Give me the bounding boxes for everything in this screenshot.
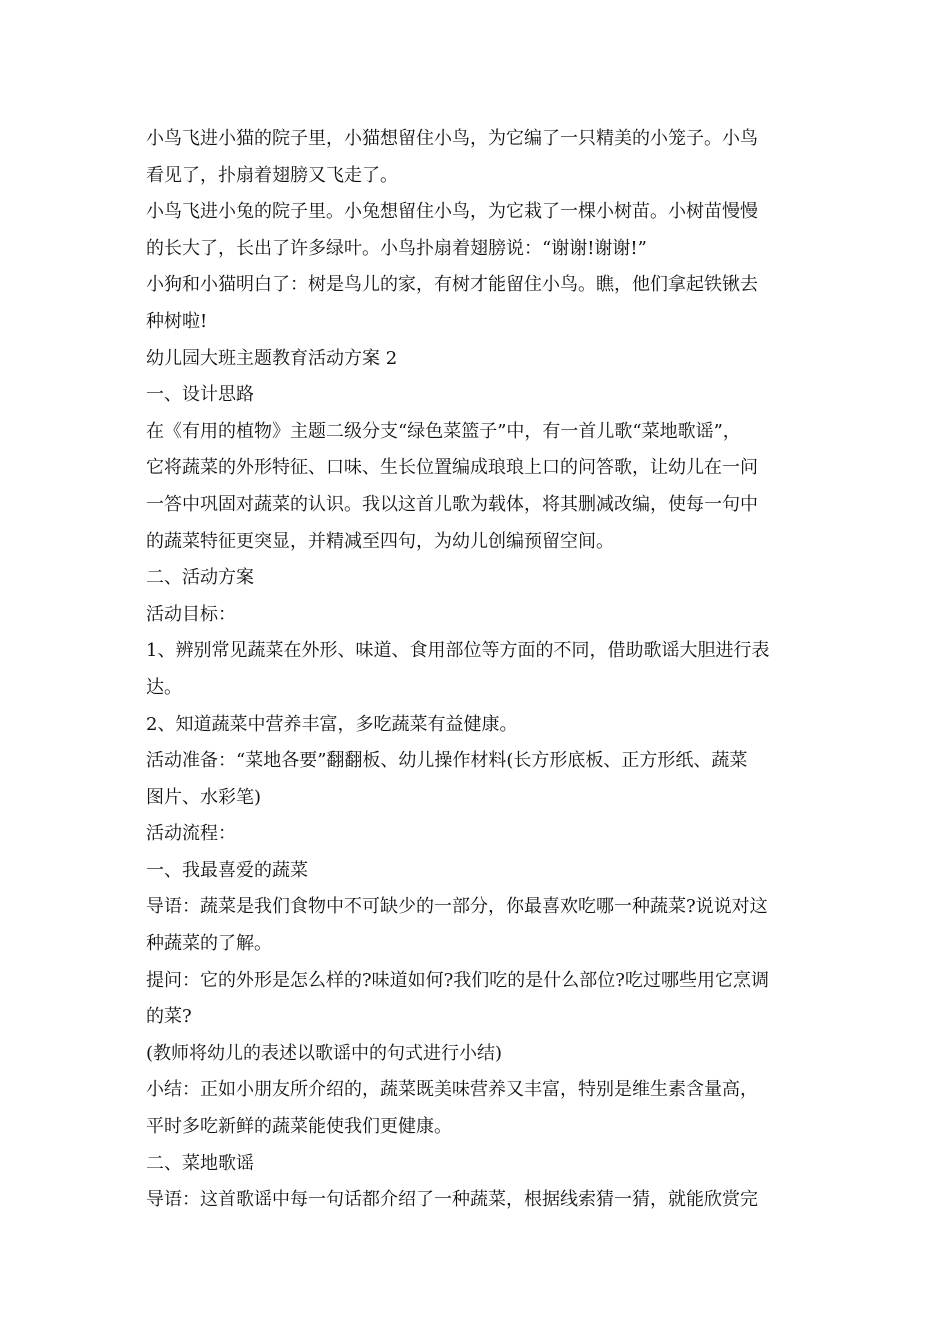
text-line: 达。 — [146, 676, 182, 698]
text-line: 一答中巩固对蔬菜的认识。我以这首儿歌为载体，将其删减改编，使每一句中 — [146, 493, 758, 515]
text-line: 看见了，扑扇着翅膀又飞走了。 — [146, 164, 398, 186]
section-heading: 一、我最喜爱的蔬菜 — [146, 859, 308, 881]
section-heading: 二、活动方案 — [146, 567, 254, 589]
document-body — [146, 121, 818, 1219]
text-line: 导语：这首歌谣中每一句话都介绍了一种蔬菜，根据线索猜一猜，就能欣赏完 — [146, 1189, 758, 1211]
section-heading: 二、菜地歌谣 — [146, 1152, 254, 1174]
text-line: 导语：蔬菜是我们食物中不可缺少的一部分，你最喜欢吃哪一种蔬菜?说说对这 — [146, 896, 768, 918]
text-line: 在《有用的植物》主题二级分支“绿色菜篮子”中，有一首儿歌“菜地歌谣”， — [146, 420, 741, 442]
text-line: 活动准备：“菜地各要”翻翻板、幼儿操作材料(长方形底板、正方形纸、蔬菜 — [146, 750, 748, 772]
list-item: 2、知道蔬菜中营养丰富，多吃蔬菜有益健康。 — [146, 713, 518, 735]
text-line: 小鸟飞进小兔的院子里。小兔想留住小鸟，为它栽了一棵小树苗。小树苗慢慢 — [146, 201, 758, 223]
list-item: 1、辨别常见蔬菜在外形、味道、食用部位等方面的不同，借助歌谣大胆进行表 — [146, 640, 770, 662]
text-line: 它将蔬菜的外形特征、口味、生长位置编成琅琅上口的问答歌，让幼儿在一问 — [146, 457, 758, 479]
text-line: 种树啦! — [146, 310, 208, 332]
section-title: 幼儿园大班主题教育活动方案 2 — [146, 347, 398, 369]
text-line: 图片、水彩笔) — [146, 786, 262, 808]
text-line: 小结：正如小朋友所介绍的，蔬菜既美味营养又丰富，特别是维生素含量高， — [146, 1079, 758, 1101]
text-line: 平时多吃新鲜的蔬菜能使我们更健康。 — [146, 1116, 452, 1138]
text-line: 种蔬菜的了解。 — [146, 933, 272, 955]
subheading: 活动流程： — [146, 823, 236, 845]
text-line: 小狗和小猫明白了：树是鸟儿的家，有树才能留住小鸟。瞧，他们拿起铁锹去 — [146, 274, 758, 296]
text-line: (教师将幼儿的表述以歌谣中的句式进行小结) — [146, 1042, 503, 1064]
text-line: 的蔬菜特征更突显，并精减至四句，为幼儿创编预留空间。 — [146, 530, 614, 552]
text-line: 的长大了，长出了许多绿叶。小鸟扑扇着翅膀说：“谢谢!谢谢!” — [146, 237, 647, 259]
section-heading: 一、设计思路 — [146, 384, 254, 406]
subheading: 活动目标： — [146, 603, 236, 625]
text-line: 小鸟飞进小猫的院子里，小猫想留住小鸟，为它编了一只精美的小笼子。小鸟 — [146, 128, 758, 149]
text-line: 的菜? — [146, 1006, 192, 1028]
text-line: 提问：它的外形是怎么样的?味道如何?我们吃的是什么部位?吃过哪些用它烹调 — [146, 969, 769, 991]
